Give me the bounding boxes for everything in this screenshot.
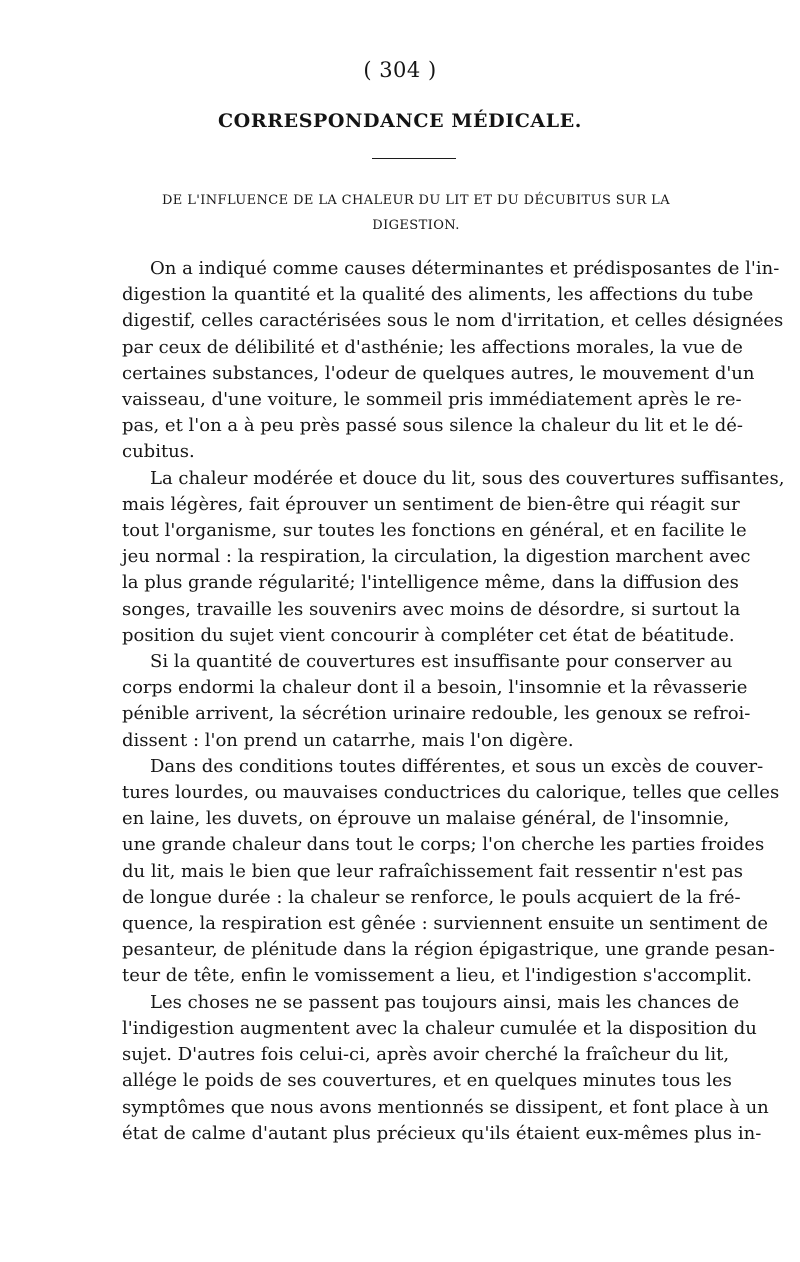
text-line: Dans des conditions toutes différentes, et sous un excès de couver- <box>150 755 764 777</box>
text-line: sujet. D'autres fois celui-ci, après avoir cherché la fraîcheur du lit, <box>122 1044 730 1066</box>
text-line: Les choses ne se passent pas toujours ainsi, mais les chances de <box>150 991 740 1013</box>
text-line: par ceux de délibilité et d'asthénie; les affections morales, la vue de <box>122 336 743 358</box>
text-line: la plus grande régularité; l'intelligence même, dans la diffusion des <box>122 572 739 594</box>
text-line: digestion la quantité et la qualité des aliments, les affections du tube <box>122 284 754 306</box>
text-line: On a indiqué comme causes déterminantes et prédisposantes de l'in- <box>150 258 780 279</box>
subtitle-line: DE L'INFLUENCE DE LA CHALEUR DU LIT ET DU DÉCUBITUS SUR LA <box>161 193 671 208</box>
text-line: Si la quantité de couvertures est insuffisante pour conserver au <box>150 651 733 673</box>
page-number: ( 304 ) <box>363 58 437 82</box>
text-line: position du sujet vient concourir à compléter cet état de béatitude. <box>122 624 735 646</box>
text-line: pesanteur, de plénitude dans la région épigastrique, une grande pesan- <box>122 939 775 961</box>
text-line: vaisseau, d'une voiture, le sommeil pris immédiatement après le re- <box>122 389 742 411</box>
paragraph <box>122 649 751 754</box>
text-line: quence, la respiration est gênée : surviennent ensuite un sentiment de <box>122 913 769 935</box>
section-title: CORRESPONDANCE MÉDICALE. <box>217 110 583 132</box>
text-line: songes, travaille les souvenirs avec moins de désordre, si surtout la <box>122 598 741 620</box>
text-line: La chaleur modérée et douce du lit, sous des couvertures suffisantes, <box>150 467 785 489</box>
text-line: du lit, mais le bien que leur rafraîchissement fait ressentir n'est pas <box>122 860 743 882</box>
text-line: pas, et l'on a à peu près passé sous silence la chaleur du lit et le dé- <box>122 415 743 437</box>
body-text <box>122 256 785 1147</box>
text-line: l'indigestion augmentent avec la chaleur cumulée et la disposition du <box>122 1017 757 1039</box>
paragraph <box>122 466 785 649</box>
text-line: pénible arrivent, la sécrétion urinaire redouble, les genoux se refroi- <box>122 703 751 725</box>
text-line: de longue durée : la chaleur se renforce, le pouls acquiert de la fré- <box>122 886 741 908</box>
title-rule <box>372 158 456 159</box>
text-line: mais légères, fait éprouver un sentiment de bien-être qui réagit sur <box>122 493 740 515</box>
text-line: digestif, celles caractérisées sous le nom d'irritation, et celles désignées <box>122 310 784 332</box>
text-line: certaines substances, l'odeur de quelques autres, le mouvement d'un <box>122 362 755 384</box>
text-line: dissent : l'on prend un catarrhe, mais l'on digère. <box>122 729 574 751</box>
text-line: cubitus. <box>122 441 195 463</box>
paragraph <box>122 990 769 1147</box>
text-line: jeu normal : la respiration, la circulation, la digestion marchent avec <box>122 546 751 568</box>
subtitle <box>146 188 686 238</box>
subtitle-line: DIGESTION. <box>372 218 460 233</box>
paragraph <box>122 256 784 466</box>
text-line: symptômes que nous avons mentionnés se dissipent, et font place à un <box>122 1096 769 1118</box>
text-line: allége le poids de ses couvertures, et en quelques minutes tous les <box>122 1070 732 1092</box>
text-line: une grande chaleur dans tout le corps; l'on cherche les parties froides <box>122 834 765 856</box>
text-line: corps endormi la chaleur dont il a besoin, l'insomnie et la rêvasserie <box>122 677 748 699</box>
text-line: en laine, les duvets, on éprouve un malaise général, de l'insomnie, <box>122 808 730 830</box>
paragraph <box>122 754 780 990</box>
text-line: teur de tête, enfin le vomissement a lieu, et l'indigestion s'accomplit. <box>122 965 752 987</box>
text-line: tures lourdes, ou mauvaises conductrices du calorique, telles que celles <box>122 782 780 804</box>
text-line: tout l'organisme, sur toutes les fonctions en général, et en facilite le <box>122 520 747 542</box>
text-line: état de calme d'autant plus précieux qu'ils étaient eux-mêmes plus in- <box>122 1122 762 1144</box>
